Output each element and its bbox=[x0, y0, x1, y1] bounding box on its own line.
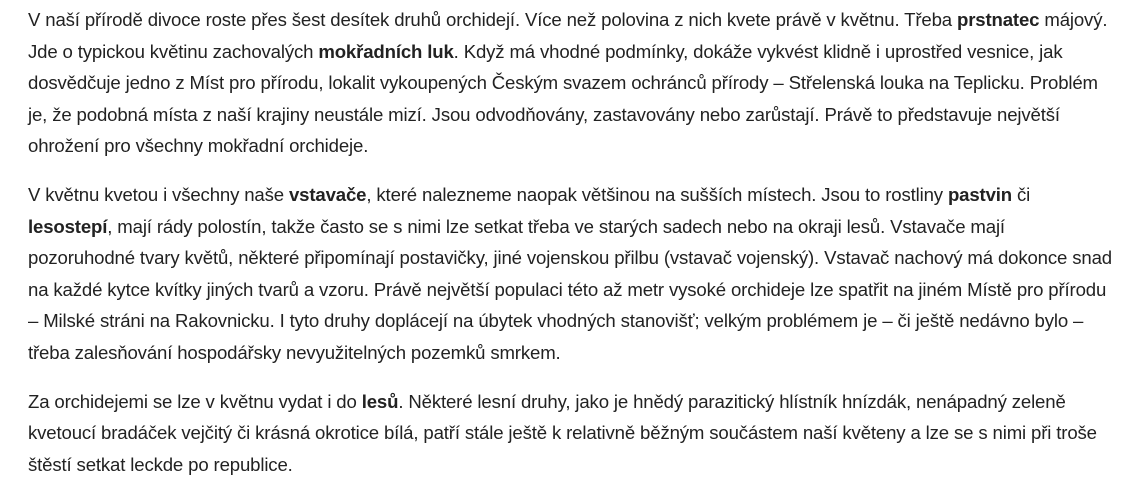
text-run: májový. Jde o typickou květinu zachovalých bbox=[28, 9, 1108, 62]
paragraph-lesni-druhy bbox=[28, 386, 1113, 481]
text-run: , mají rády polostín, takže často se s nimi lze setkat třeba ve starých sadech nebo na okraji lesů. Vstavače mají pozoruhodné tvary květů, některé připomínají postavičky, jiné vojenskou přilbu (vstavač vojenský). Vstavač nachový má dokonce snad na každé kytce kvítky jiných tvarů a vzoru. Právě největší populaci této až metr vysoké orchideje lze spatřit na jiném Místě pro přírodu – Milské stráni na Rakovnicku. I tyto druhy doplácejí na úbytek vhodných stanovišť; velkým problémem je – či ještě nedávno bylo – třeba zalesňování hospodářsky nevyužitelných pozemků smrkem. bbox=[28, 215, 1112, 363]
text-run: či bbox=[1011, 183, 1031, 205]
text-run: V naší přírodě divoce roste přes šest desítek druhů orchidejí. Více než polovina z nich kvete právě v květnu. Třeba bbox=[28, 9, 957, 30]
bold-term-mokradni-luky: mokřadních luk bbox=[318, 40, 454, 62]
bold-term-lesostepi: lesostepí bbox=[28, 215, 108, 237]
text-run: . Když má vhodné podmínky, dokáže vykvést klidně i uprostřed vesnice, jak dosvědčuje jedno z Míst pro přírodu, lokalit vykoupených Českým svazem ochránců přírody – Střelenská louka na Teplicku. Problém je, že podobná místa z naší krajiny neustále mizí. Jsou odvodňovány, zastavovány nebo zarůstají. Právě to představuje největší ohrožení pro všechny mokřadní orchideje. bbox=[28, 40, 1098, 157]
bold-term-lesy: lesů bbox=[361, 390, 399, 412]
text-run: , které nalezneme naopak většinou na sušších místech. Jsou to rostliny bbox=[366, 183, 948, 205]
text-run: Za orchidejemi se lze v květnu vydat i do bbox=[28, 390, 362, 412]
bold-term-vstavace: vstavače bbox=[288, 183, 367, 205]
bold-term-prstnatec: prstnatec bbox=[956, 9, 1040, 30]
text-run: . Některé lesní druhy, jako je hnědý parazitický hlístník hnízdák, nenápadný zeleně kvetoucí bradáček vejčitý či krásná okrotice bílá, patří stále ještě k relativně běžným součástem naší květeny a lze se s nimi při troše štěstí setkat leckde po republice. bbox=[28, 390, 1097, 475]
bold-term-pastviny: pastvin bbox=[947, 183, 1012, 205]
text-run: V květnu kvetou i všechny naše bbox=[28, 183, 289, 205]
paragraph-vstavace bbox=[28, 179, 1113, 369]
paragraph-mokradni-orchideje bbox=[28, 4, 1113, 162]
